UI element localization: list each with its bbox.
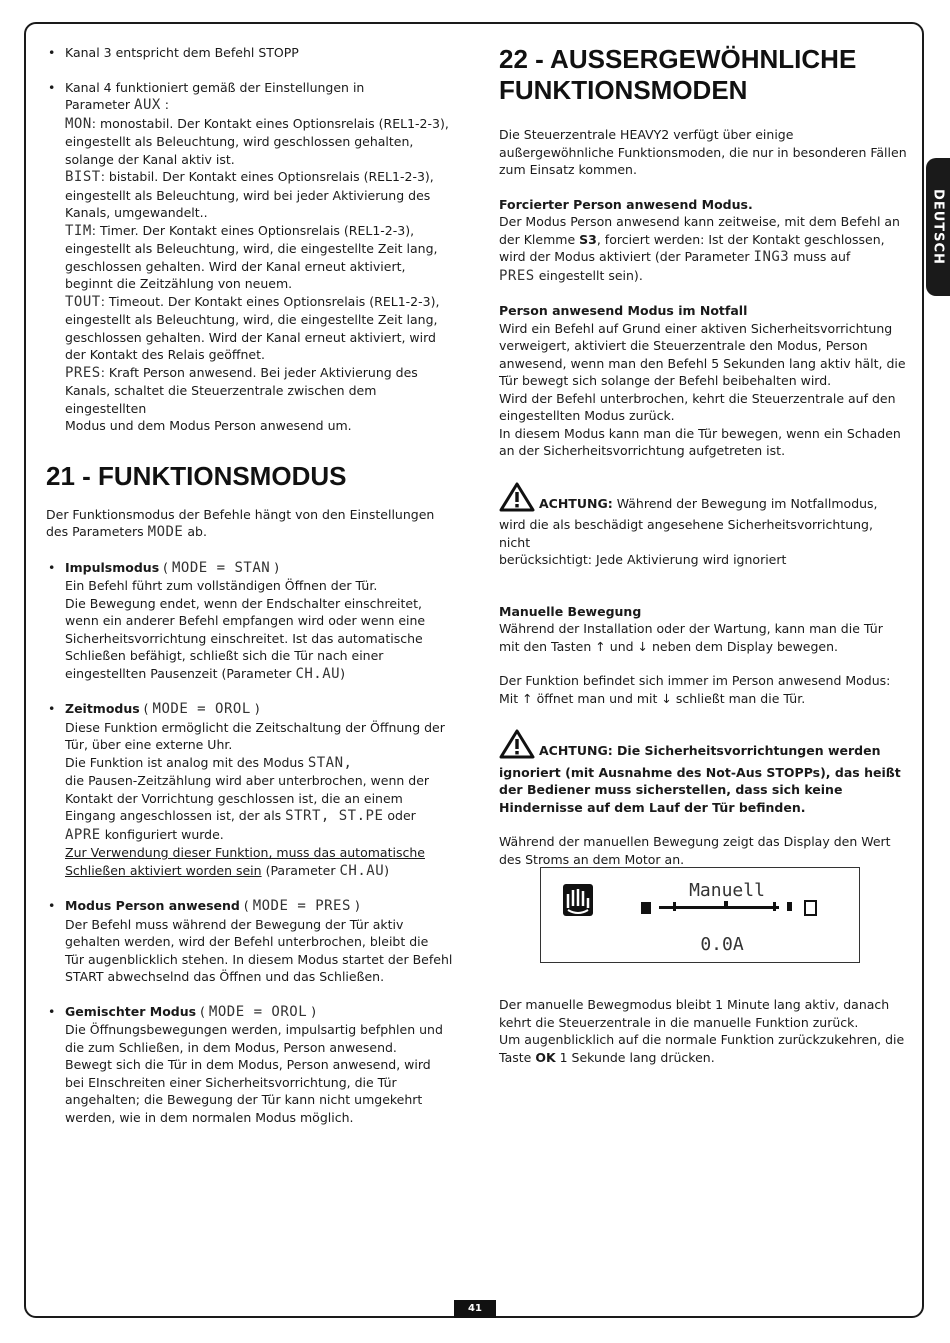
language-tab-label: DEUTSCH [930, 189, 946, 265]
left-column: • Kanal 3 entspricht dem Befehl STOPP • Kanal 4 funktioniert gemäß der Einstellungen in Parameter AUX : MON: monostabil. Der Kontakt eines Optionsrelais (REL1-2-3), eingestellt als Beleuchtung, wird geschlossen gehalten, solange der Kanal aktiv ist. BIST: bistabil. Der Kontakt eines Optionsrelais (REL1-2-3), eingestellt als Beleuchtung, wird bei jeder Aktivierung des Kanals, umgewandelt.. TIM: Timer. Der Kontakt eines Optionsrelais (REL1-2-3), eingestellt als Beleuchtung, wird, die eingestellte Zeit lang, geschlossen gehalten. Wird der Kanal erneut aktiviert, beginnt die Zeitzählung von neuem. TOUT: Timeout. Der Kontakt eines Optionsrelais (REL1-2-3), eingestellt als Beleuchtung, wird, die eingestellte Zeit lang, geschlossen gehalten. Wird der Kanal erneut aktiviert, wird der Kontakt des Relais geöffnet. PRES: Kraft Person anwesend. Bei jeder Aktivierung des Kanals, schaltet die Steuerzentrale zwischen dem eingestellten Modus und dem Modus Person anwesend um. 21 - FUNKTIONSMODUS Der Funktionsmodus der Befehle hängt von den Einstellungen des Parameters MODE ab. • Impulsmodus ( MODE = STAN ) Ein Befehl führt zum vollständigen Öffnen der Tür. Die Bewegung endet, wenn der Endschalter einschreitet, wenn ein anderer Befehl empfangen wird oder wenn eine Sicherheitsvorrichtung einschreitet. Ist das automatische Schließen befähigt, schließt sich die Tür nach einer eingestellten Pausenzeit (Parameter CH.AU) • Zeitmodus ( MODE = OROL ) Diese Funktion ermöglicht die Zeitschaltung der Öffnung der Tür, über eine externe Uhr. Die Funktion ist analog mit des Modus STAN, die Pausen-Zeitzählung wird aber unterbrochen, wenn der Kontakt der Vorrichtung geschlossen ist, die an einem Eingang angeschlossen ist, der als STRT, ST.PE oder APRE konfiguriert wurde. Zur Verwendung dieser Funktion, muss das automatische Schließen aktiviert worden sein (Parameter CH.AU) • Modus Person anwesend ( MODE = PRES ) Der Befehl muss während der Bewegung der Tür aktiv gehalten werden, wird der Befehl unterbrochen, bleibt die Tür augenblicklich stehen. In diesem Modus startet der Befehl START abwechselnd das Öffnen und das Schließen. • Gemischter Modus ( MODE = OROL ) Die Öffnungsbewegungen werden, impulsartig befphlen und die zum Schließen, in dem Modus, Person anwesend. Bewegt sich die Tür in dem Modus, Person anwesend, wird bei EInschreiten einer Sicherheitsvorrichtung, die Tür angehalten; die Bewegung der Tür kann nicht umgekehrt werden, wie in dem normalen Modus möglich. [46, 44, 456, 1126]
code-tim: TIM [65, 222, 92, 239]
bullet-kanal4: • Kanal 4 funktioniert gemäß der Einstellungen in Parameter AUX : MON: monostabil. Der Kontakt eines Optionsrelais (REL1-2-3), eingestellt als Beleuchtung, wird geschlossen gehalten, solange der Kanal aktiv ist. BIST: bistabil. Der Kontakt eines Optionsrelais (REL1-2-3), eingestellt als Beleuchtung, wird bei jeder Aktivierung des Kanals, umgewandelt.. TIM: Timer. Der Kontakt eines Optionsrelais (REL1-2-3), eingestellt als Beleuchtung, wird, die eingestellte Zeit lang, geschlossen gehalten. Wird der Kanal erneut aktiviert, beginnt die Zeitzählung von neuem. TOUT: Timeout. Der Kontakt eines Optionsrelais (REL1-2-3), eingestellt als Beleuchtung, wird, die eingestellte Zeit lang, geschlossen gehalten. Wird der Kanal erneut aktiviert, wird der Kontakt des Relais geöffnet. PRES: Kraft Person anwesend. Bei jeder Aktivierung des Kanals, schaltet die Steuerzentrale zwischen dem eingestellten Modus und dem Modus Person anwesend um. [46, 79, 456, 435]
code-pres: PRES [65, 364, 101, 381]
language-tab [926, 158, 950, 296]
warning-icon [499, 482, 535, 517]
forciert-title: Forcierter Person anwesend Modus. [499, 196, 753, 212]
arrow-down-icon: ↓ [661, 690, 672, 706]
right-column: 22 - AUSSERGEWÖHNLICHE FUNKTIONSMODEN Die Steuerzentrale HEAVY2 verfügt über einige außergewöhnliche Funktionsmoden, die nur in besonderen Fällen zum Einsatz kommen. Forcierter Person anwesend Modus. Der Modus Person anwesend kann zeitweise, mit dem Befehl an der Klemme S3, forciert werden: Ist der Kontakt geschlossen, wird der Modus aktiviert (der Parameter ING3 muss auf PRES eingestellt sein). Person anwesend Modus im Notfall Wird ein Befehl auf Grund einer aktiven Sicherheitsvorrichtung verweigert, aktiviert die Steuerzentrale den Modus, Person anwesend, wenn man den Befehl 5 Sekunden lang aktiv hält, die Tür bewegt sich solange der Befehl beibehalten wird. Wird der Befehl unterbrochen, kehrt die Steuerzentrale auf den eingestellten Modus zurück. In diesem Modus kann man die Tür bewegen, wenn ein Schaden an der Sicherheitsvorrichtung aufgetreten ist. ACHTUNG: Während der Bewegung im Notfallmodus, wird die als beschädigt angesehene Sicherheitsvorrichtung, nicht berücksichtigt: Jede Aktivierung wird ignoriert Manuelle Bewegung Während der Installation oder der Wartung, kann man die Tür mit den Tasten ↑ und ↓ neben dem Display bewegen. Der Funktion befindet sich immer im Person anwesend Modus: Mit ↑ öffnet man und mit ↓ schließt man die Tür. ACHTUNG: Die Sicherheitsvorrichtungen werden ignoriert (mit Ausnahme des Not-Aus STOPPs), das heißt der Bediener muss sicherstellen, dass sich keine Hindernisse auf dem Lauf der Tür befinden. Während der manuellen Bewegung zeigt das Display den Wert des Stroms an dem Motor an. [499, 44, 907, 867]
code-tout: TOUT [65, 293, 101, 310]
code-mode: MODE [147, 524, 184, 540]
bullet-gemischter-modus: • Gemischter Modus ( MODE = OROL ) Die Öffnungsbewegungen werden, impulsartig befphlen und die zum Schließen, in dem Modus, Person anwesend. Bewegt sich die Tür in dem Modus, Person anwesend, wird bei EInschreiten einer Sicherheitsvorrichtung, die Tür angehalten; die Bewegung der Tür kann nicht umgekehrt werden, wie in dem normalen Modus möglich. [46, 1003, 456, 1127]
bullet-person-anwesend: • Modus Person anwesend ( MODE = PRES ) Der Befehl muss während der Bewegung der Tür aktiv gehalten werden, wird der Befehl unterbrochen, bleibt die Tür augenblicklich stehen. In diesem Modus startet der Befehl START abwechselnd das Öffnen und das Schließen. [46, 897, 456, 986]
hand-icon [563, 884, 593, 916]
bullet-zeitmodus: • Zeitmodus ( MODE = OROL ) Diese Funktion ermöglicht die Zeitschaltung der Öffnung der Tür, über eine externe Uhr. Die Funktion ist analog mit des Modus STAN, die Pausen-Zeitzählung wird aber unterbrochen, wenn der Kontakt der Vorrichtung geschlossen ist, die an einem Eingang angeschlossen ist, der als STRT, ST.PE oder APRE konfiguriert wurde. Zur Verwendung dieser Funktion, muss das automatische Schließen aktiviert worden sein (Parameter CH.AU) [46, 700, 456, 880]
bullet-impulsmodus: • Impulsmodus ( MODE = STAN ) Ein Befehl führt zum vollständigen Öffnen der Tür. Die Bewegung endet, wenn der Endschalter einschreitet, wenn ein anderer Befehl empfangen wird oder wenn eine Sicherheitsvorrichtung einschreitet. Ist das automatische Schließen befähigt, schließt sich die Tür nach einer eingestellten Pausenzeit (Parameter CH.AU) [46, 559, 456, 684]
arrow-up-icon: ↑ [522, 690, 533, 706]
page-number: 41 [454, 1300, 496, 1318]
section-21-heading: 21 - FUNKTIONSMODUS [46, 460, 347, 491]
notfall-title: Person anwesend Modus im Notfall [499, 303, 748, 318]
progress-bar [641, 901, 816, 915]
code-mon: MON [65, 115, 92, 132]
section-22-heading: 22 - AUSSERGEWÖHNLICHE FUNKTIONSMODEN [499, 44, 857, 105]
lcd-display [540, 867, 860, 963]
display-label: Manuell [689, 880, 765, 901]
arrow-up-icon: ↑ [595, 638, 606, 654]
warning-manuell: ACHTUNG: Die Sicherheitsvorrichtungen werden ignoriert (mit Ausnahme des Not-Aus STOPPs), das heißt der Bediener muss sicherstellen, dass sich keine Hindernisse auf dem Lauf der Tür befinden. [499, 729, 907, 816]
arrow-down-icon: ↓ [637, 638, 649, 654]
warning-notfall: ACHTUNG: Während der Bewegung im Notfallmodus, wird die als beschädigt angesehene Sicherheitsvorrichtung, nicht berücksichtigt: Jede Aktivierung wird ignoriert [499, 482, 907, 569]
code-aux: AUX [134, 97, 161, 113]
warning-icon [499, 729, 535, 764]
bullet-kanal3: • Kanal 3 entspricht dem Befehl STOPP [46, 44, 456, 62]
code-bist: BIST [65, 169, 101, 185]
manuell-title: Manuelle Bewegung [499, 603, 642, 619]
display-value: 0.0A [700, 934, 744, 955]
manuell-closing: Der manuelle Bewegmodus bleibt 1 Minute lang aktiv, danach kehrt die Steuerzentrale in die manuelle Funktion zurück. Um augenblicklich auf die normale Funktion zurückzukehren, die Taste OK 1 Sekunde lang drücken. [499, 997, 905, 1065]
